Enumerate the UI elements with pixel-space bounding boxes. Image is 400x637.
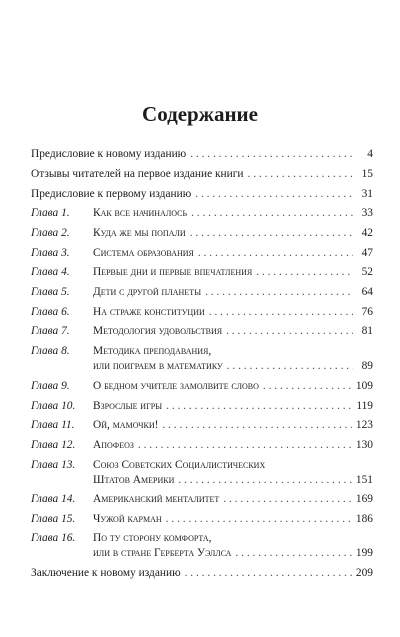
leader-dots xyxy=(178,472,352,489)
toc-entry-chapter-14[interactable] xyxy=(31,491,373,508)
chapter-number: Глава 16. xyxy=(31,532,76,544)
toc-entry-chapter-7[interactable] xyxy=(31,323,373,340)
leader-dots xyxy=(235,545,351,562)
chapter-number: Глава 8. xyxy=(31,345,70,357)
leader-dots xyxy=(191,205,353,222)
toc-entry-chapter-3[interactable] xyxy=(31,245,373,262)
toc-entry-chapter-2[interactable] xyxy=(31,225,373,242)
chapter-title: По ту сторону комфорта, xyxy=(93,532,212,544)
chapter-title: Взрослые игры xyxy=(93,400,163,412)
toc-entry-preface-first[interactable] xyxy=(31,186,373,203)
entry-page: 199 xyxy=(355,547,373,559)
chapter-title: Куда же мы попали xyxy=(93,227,186,239)
leader-dots xyxy=(209,304,353,321)
chapter-title: Ой, мамочки! xyxy=(93,419,159,431)
chapter-number: Глава 3. xyxy=(31,247,70,259)
chapter-number: Глава 7. xyxy=(31,325,70,337)
chapter-number: Глава 11. xyxy=(31,419,75,431)
entry-page: 42 xyxy=(361,227,373,239)
chapter-number: Глава 12. xyxy=(31,439,76,451)
chapter-title-cont: или в стране Герберта Уэллса xyxy=(93,547,232,559)
chapter-title: Методология удовольствия xyxy=(93,325,223,337)
chapter-title: Система образования xyxy=(93,247,194,259)
chapter-title: Чужой карман xyxy=(93,513,162,525)
chapter-title: Как все начиналось xyxy=(93,207,188,219)
entry-page: 4 xyxy=(367,148,373,160)
entry-page: 119 xyxy=(356,400,373,412)
toc-entry-preface-new[interactable] xyxy=(31,146,373,163)
chapter-title-cont: или поиграем в математику xyxy=(93,360,223,372)
toc-entry-chapter-9[interactable] xyxy=(31,378,373,395)
chapter-number: Глава 13. xyxy=(31,459,76,471)
chapter-title: Союз Советских Социалистических xyxy=(93,459,266,471)
toc-entry-chapter-13-cont[interactable] xyxy=(31,472,373,489)
leader-dots xyxy=(256,264,353,281)
toc-entry-chapter-1[interactable] xyxy=(31,205,373,222)
chapter-title-cont: Штатов Америки xyxy=(93,474,175,486)
chapter-number: Глава 4. xyxy=(31,266,70,278)
chapter-title: Американский менталитет xyxy=(93,493,220,505)
entry-page: 130 xyxy=(355,439,373,451)
entry-label: Отзывы читателей на первое издание книги xyxy=(31,168,244,180)
entry-page: 89 xyxy=(361,360,373,372)
chapter-number: Глава 10. xyxy=(31,400,76,412)
toc-entry-chapter-8-cont[interactable] xyxy=(31,358,373,375)
entry-page: 52 xyxy=(361,266,373,278)
entry-page: 109 xyxy=(355,380,373,392)
chapter-title: О бедном учителе замолвите слово xyxy=(93,380,259,392)
leader-dots xyxy=(195,186,353,203)
entry-page: 33 xyxy=(361,207,373,219)
leader-dots xyxy=(223,491,352,508)
toc-entry-chapter-16-cont[interactable] xyxy=(31,545,373,562)
chapter-number: Глава 1. xyxy=(31,207,70,219)
leader-dots xyxy=(205,284,353,301)
entry-page: 123 xyxy=(355,419,373,431)
entry-page: 169 xyxy=(355,493,373,505)
entry-label: Предисловие к новому изданию xyxy=(31,148,187,160)
chapter-title: На страже конституции xyxy=(93,306,205,318)
chapter-number: Глава 15. xyxy=(31,513,76,525)
chapter-title: Апофеоз xyxy=(93,439,134,451)
entry-label: Заключение к новому изданию xyxy=(31,567,181,579)
leader-dots xyxy=(166,511,352,528)
chapter-title: Дети с другой планеты xyxy=(93,286,202,298)
chapter-number: Глава 5. xyxy=(31,286,70,298)
chapter-title: Методика преподавания, xyxy=(93,345,212,357)
chapter-title: Первые дни и первые впечатления xyxy=(93,266,253,278)
entry-label: Предисловие к первому изданию xyxy=(31,188,192,200)
toc-entry-conclusion[interactable] xyxy=(31,565,373,582)
toc-entry-chapter-15[interactable] xyxy=(31,511,373,528)
toc-entry-chapter-11[interactable] xyxy=(31,417,373,434)
entry-page: 186 xyxy=(355,513,373,525)
leader-dots xyxy=(190,225,353,242)
toc-entry-chapter-5[interactable] xyxy=(31,284,373,301)
entry-page: 209 xyxy=(355,567,373,579)
leader-dots xyxy=(190,146,353,163)
entry-page: 151 xyxy=(355,474,373,486)
entry-page: 47 xyxy=(361,247,373,259)
leader-dots xyxy=(162,417,352,434)
entry-page: 31 xyxy=(361,188,373,200)
leader-dots xyxy=(263,378,352,395)
toc-entry-chapter-4[interactable] xyxy=(31,264,373,281)
entry-page: 64 xyxy=(361,286,373,298)
toc-entry-chapter-6[interactable] xyxy=(31,304,373,321)
leader-dots xyxy=(248,166,353,183)
page-title: Содержание xyxy=(142,102,258,126)
leader-dots xyxy=(227,358,353,375)
leader-dots xyxy=(166,398,352,415)
entry-page: 76 xyxy=(361,306,373,318)
toc-entry-chapter-10[interactable] xyxy=(31,398,373,415)
toc-entry-reviews[interactable] xyxy=(31,166,373,183)
entry-page: 81 xyxy=(361,325,373,337)
leader-dots xyxy=(226,323,353,340)
leader-dots xyxy=(185,565,352,582)
chapter-number: Глава 2. xyxy=(31,227,70,239)
chapter-number: Глава 9. xyxy=(31,380,70,392)
leader-dots xyxy=(198,245,353,262)
toc-entry-chapter-12[interactable] xyxy=(31,437,373,454)
entry-page: 15 xyxy=(361,168,373,180)
chapter-number: Глава 6. xyxy=(31,306,70,318)
chapter-number: Глава 14. xyxy=(31,493,76,505)
leader-dots xyxy=(138,437,352,454)
